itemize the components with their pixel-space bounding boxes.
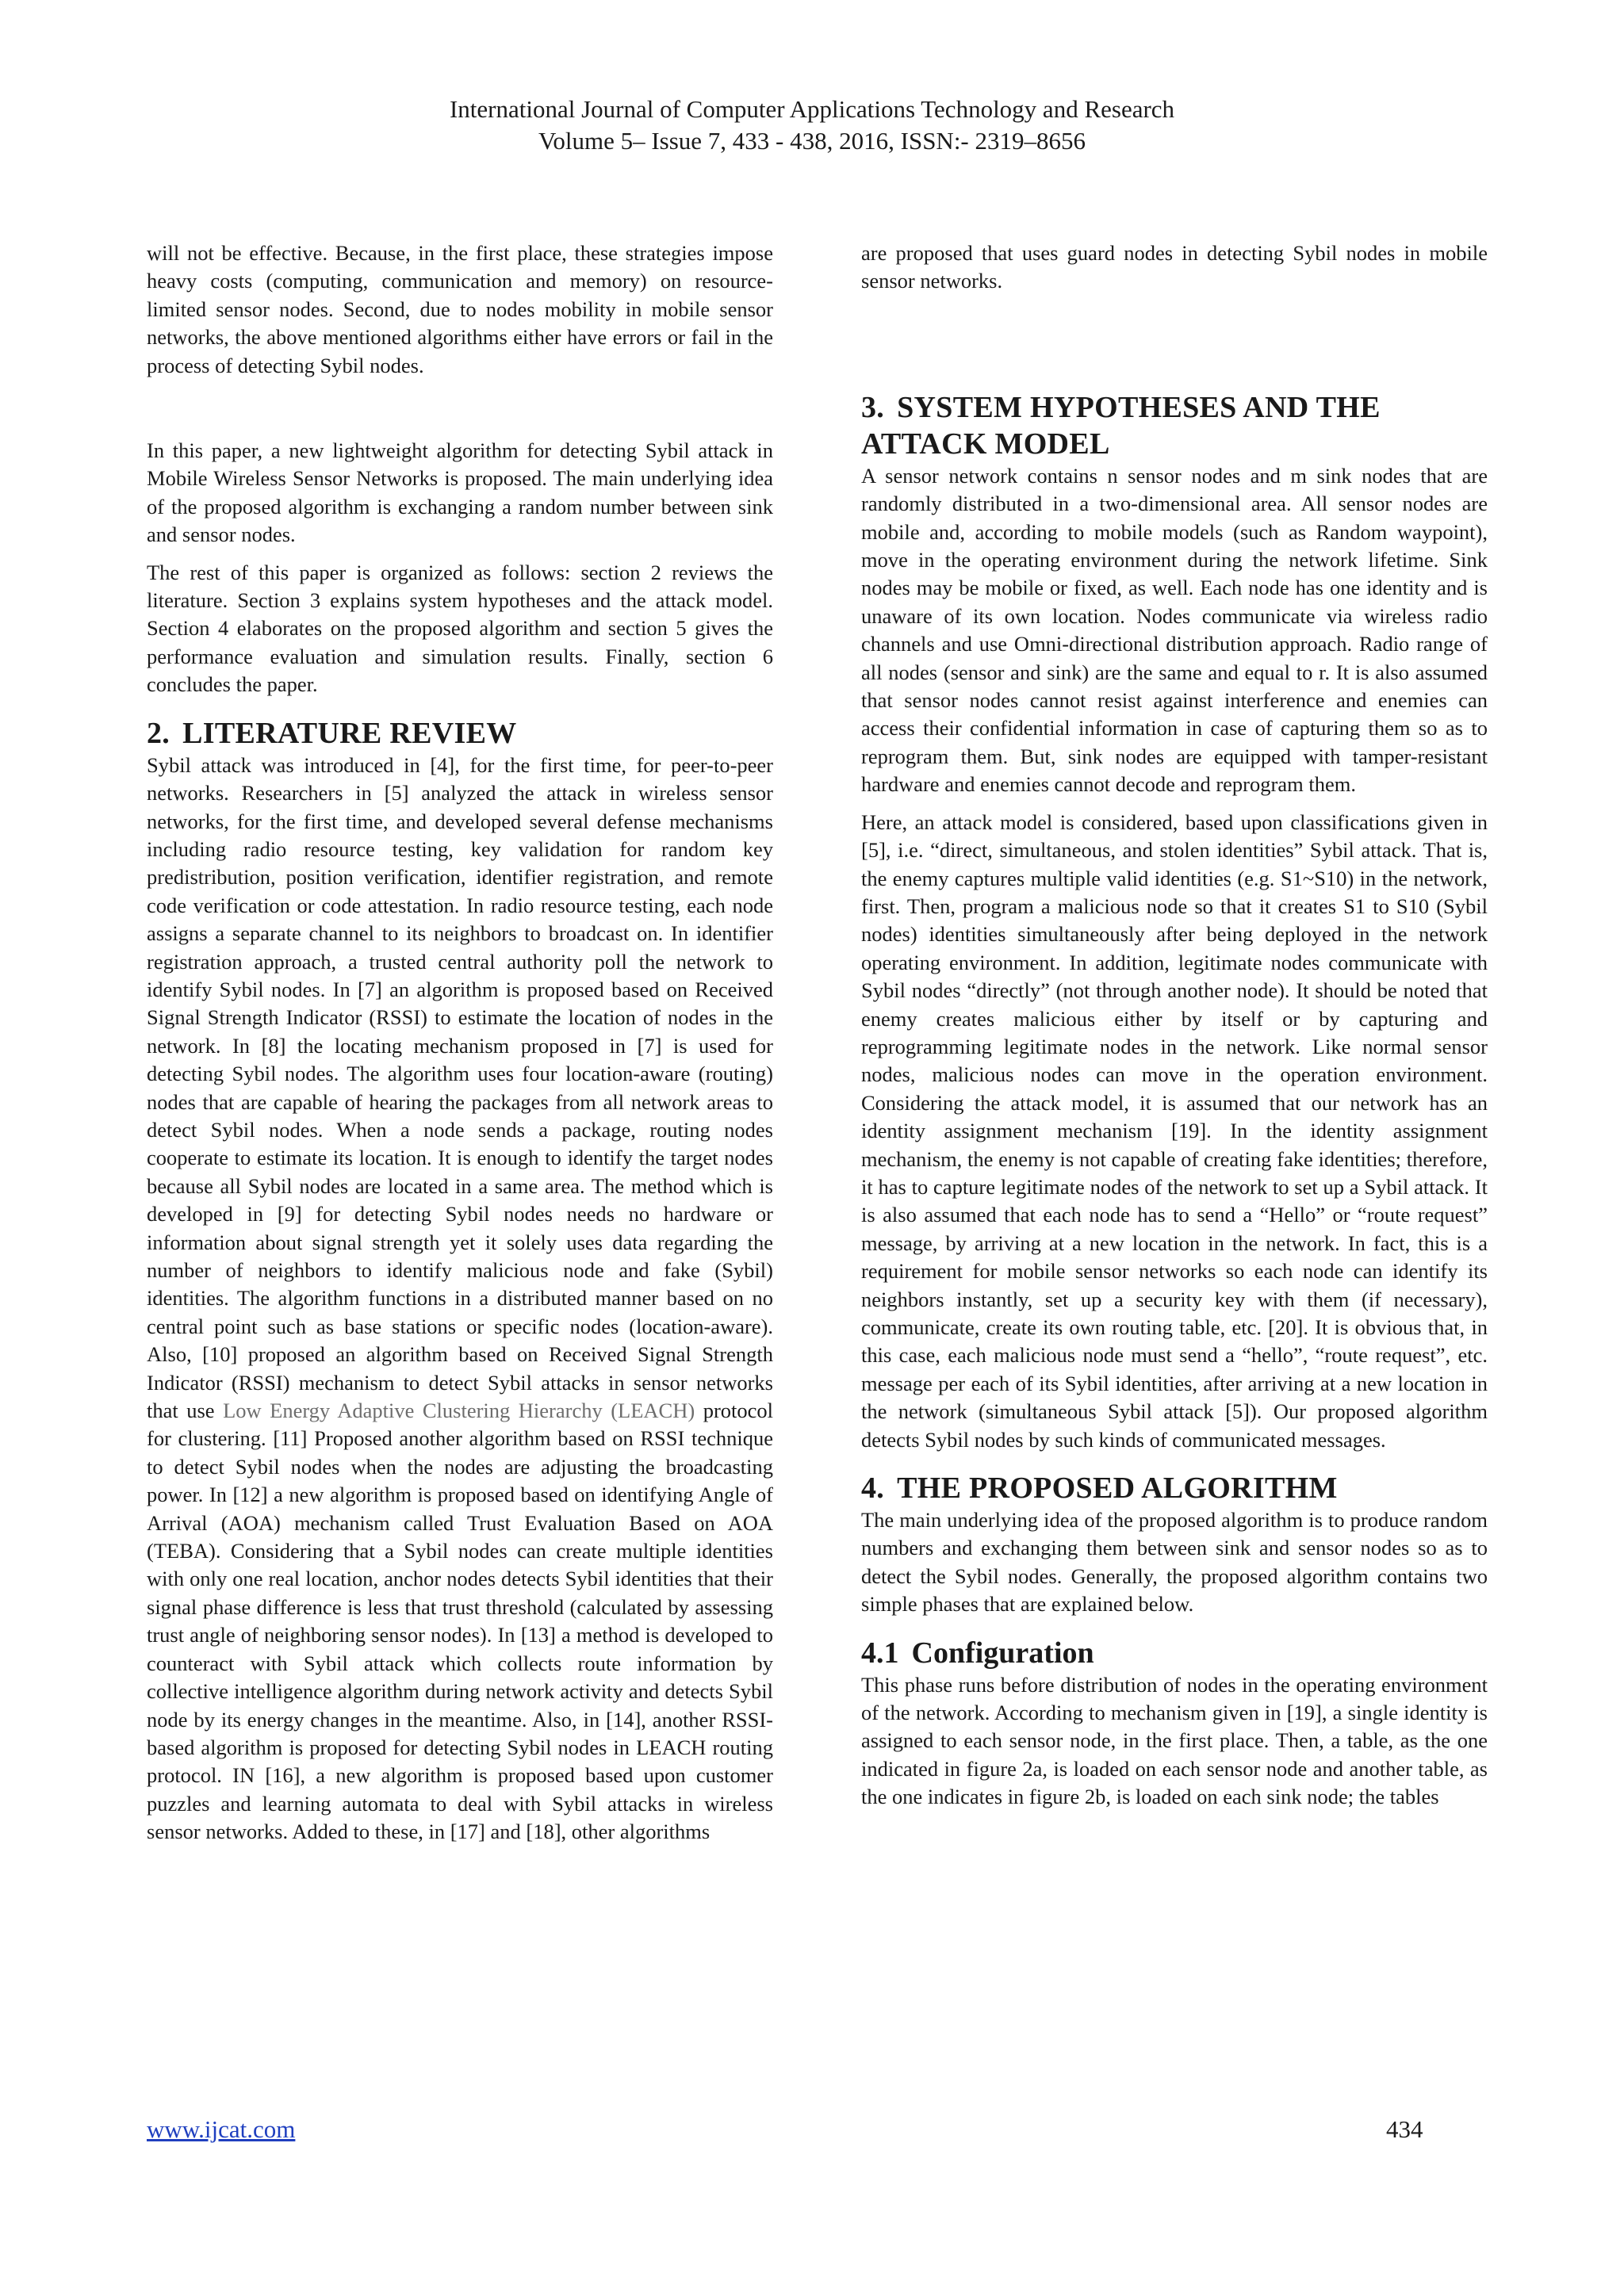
subsection-number: 4.1 <box>861 1636 899 1670</box>
leach-link[interactable]: Low Energy Adaptive Clustering Hierarchy (LEACH) <box>223 1399 695 1423</box>
paragraph: This phase runs before distribution of nodes in the operating environment of the network. According to mechanism given in [19], a single identity is assigned to each sensor node, in the first place. Then, a table, as the one indicated in figure 2a, is loaded on each sensor node and another table, as the one indicates in figure 2b, is loaded on each sink node; the tables <box>861 1672 1488 1809</box>
section-title: THE PROPOSED ALGORITHM <box>897 1471 1338 1506</box>
journal-volume: Volume 5– Issue 7, 433 - 438, 2016, ISSN:- 2319–8656 <box>538 127 1086 155</box>
paragraph <box>147 752 773 1846</box>
journal-website-link[interactable]: www.ijcat.com <box>147 2115 296 2143</box>
section-number: 4. <box>861 1471 885 1506</box>
subsection-title: Configuration <box>911 1636 1094 1670</box>
text-run: protocol for clustering. [11] Proposed another algorithm based on RSSI technique to detect Sybil nodes when the nodes are adjusting the broadcasting power. In [12] a new algorithm is proposed based on identifying Angle of Arrival (AOA) mechanism called Trust Evaluation Based on AOA (TEBA). Considering that a Sybil nodes can create multiple identities with only one real location, anchor nodes detects Sybil identities that their signal phase difference is less that trust threshold (calculated by assessing trust angle of neighboring sensor nodes). In [13] a method is developed to counteract with Sybil attack which collects route information by collective intelligence algorithm during network activity and detects Sybil node by its energy changes in the meantime. Also, in [14], another RSSI-based algorithm is proposed for detecting Sybil nodes in LEACH routing protocol. IN [16], a new algorithm is proposed based upon customer puzzles and learning automata to deal with Sybil attacks in wireless sensor networks. Added to these, in [17] and [18], other algorithms <box>147 1399 773 1844</box>
paragraph: A sensor network contains n sensor nodes and m sink nodes that are randomly distributed in a two-dimensional area. All sensor nodes are mobile and, according to mobile models (such as Random waypoint), move in the operating environment during the network lifetime. Sink nodes may be mobile or fixed, as well. Each node has one identity and is unaware of its own location. Nodes communicate via wireless radio channels and use Omni-directional distribution approach. Radio range of all nodes (sensor and sink) are the same and equal to r. It is also assumed that sensor nodes cannot resist against interference and enemies can access their confidential information in case of capturing them so as to reprogram them. But, sink nodes are equipped with tamper-resistant hardware and enemies cannot decode and reprogram them. <box>861 463 1488 797</box>
section-title: LITERATURE REVIEW <box>182 716 517 750</box>
paragraph: are proposed that uses guard nodes in detecting Sybil nodes in mobile sensor networks. <box>861 241 1488 293</box>
page-header <box>0 94 1624 157</box>
section-number: 2. <box>147 716 170 750</box>
paragraph: In this paper, a new lightweight algorithm for detecting Sybil attack in Mobile Wireless Sensor Networks is proposed. The main underlying idea of the proposed algorithm is exchanging a random number between sink and sensor nodes. <box>147 438 773 547</box>
section-heading-system-hypotheses <box>861 389 1488 462</box>
paragraph: will not be effective. Because, in the first place, these strategies impose heavy costs (computing, communication and memory) on resource-limited sensor nodes. Second, due to nodes mobility in mobile sensor networks, the above mentioned algorithms either have errors or fail in the process of detecting Sybil nodes. <box>147 241 773 377</box>
section-heading-literature-review <box>147 715 773 752</box>
text-run: Sybil attack was introduced in [4], for the first time, for peer-to-peer networks. Researchers in [5] analyzed the attack in wireless sensor networks, for the first time, and developed several defense mechanisms including radio resource testing, key validation for random key predistribution, position verification, identifier registration, and remote code verification or code attestation. In radio resource testing, each node assigns a separate channel to its neighbors to broadcast on. In identifier registration approach, a trusted central authority poll the network to identify Sybil nodes. In [7] an algorithm is proposed based on Received Signal Strength Indicator (RSSI) to estimate the location of nodes in the network. In [8] the locating mechanism proposed in [7] is used for detecting Sybil nodes. The algorithm uses four location-aware (routing) nodes that are capable of hearing the packages from all network areas to detect Sybil nodes. When a node sends a package, routing nodes cooperate to estimate its location. It is enough to identify the target nodes because all Sybil nodes are located in a same area. The method which is developed in [9] for detecting Sybil nodes needs no hardware or information about signal strength yet it solely uses data regarding the number of neighbors to identify malicious node and fake (Sybil) identities. The algorithm functions in a distributed manner based on no central point such as base stations or specific nodes (location-aware). Also, [10] proposed an algorithm based on Received Signal Strength Indicator (RSSI) mechanism to detect Sybil attacks in sensor networks that use <box>147 752 773 1423</box>
subsection-heading-configuration <box>861 1635 1488 1671</box>
paragraph: The main underlying idea of the proposed algorithm is to produce random numbers and exchanging them between sink and sensor nodes so as to detect the Sybil nodes. Generally, the proposed algorithm contains two simple phases that are explained below. <box>861 1508 1488 1617</box>
left-column <box>147 239 773 1846</box>
paragraph: Here, an attack model is considered, based upon classifications given in [5], i.e. “direct, simultaneous, and stolen identities” Sybil attack. That is, the enemy captures multiple valid identities (e.g. S1~S10) in the network, first. Then, program a malicious node so that it creates S1 to S10 (Sybil nodes) identities simultaneously after being deployed in the network operating environment. In addition, legitimate nodes communicate with Sybil nodes “directly” (not through another node). It should be noted that enemy creates malicious either by itself or by capturing and reprogramming legitimate nodes in the network. Like normal sensor nodes, malicious nodes can move in the operation environment. Considering the attack model, it is assumed that our network has an identity assignment mechanism [19]. In the identity assignment mechanism, the enemy is not capable of creating fake identities; therefore, it has to capture legitimate nodes of the network to set up a Sybil attack. It is also assumed that each node has to send a “Hello” or “route request” message, by arriving at a new location in the network. In fact, this is a requirement for mobile sensor networks so each node can identify its neighbors instantly, set up a security key with them (if necessary), communicate, create its own routing table, etc. [20]. It is obvious that, in this case, each malicious node must send a “hello”, “route request”, etc. message per each of its Sybil identities, after arriving at a new location in the network (simultaneous Sybil attack [5]). Our proposed algorithm detects Sybil nodes by such kinds of communicated messages. <box>861 809 1488 1452</box>
section-number: 3. <box>861 390 885 424</box>
right-column <box>861 239 1488 1812</box>
section-title: SYSTEM HYPOTHESES AND THE ATTACK MODEL <box>861 390 1381 461</box>
journal-title: International Journal of Computer Applications Technology and Research <box>449 95 1175 123</box>
paragraph: The rest of this paper is organized as follows: section 2 reviews the literature. Section 3 explains system hypotheses and the attack model. Section 4 elaborates on the proposed algorithm and section 5 gives the performance evaluation and simulation results. Finally, section 6 concludes the paper. <box>147 560 773 697</box>
section-heading-proposed-algorithm <box>861 1470 1488 1506</box>
page-number: 434 <box>1386 2115 1423 2143</box>
